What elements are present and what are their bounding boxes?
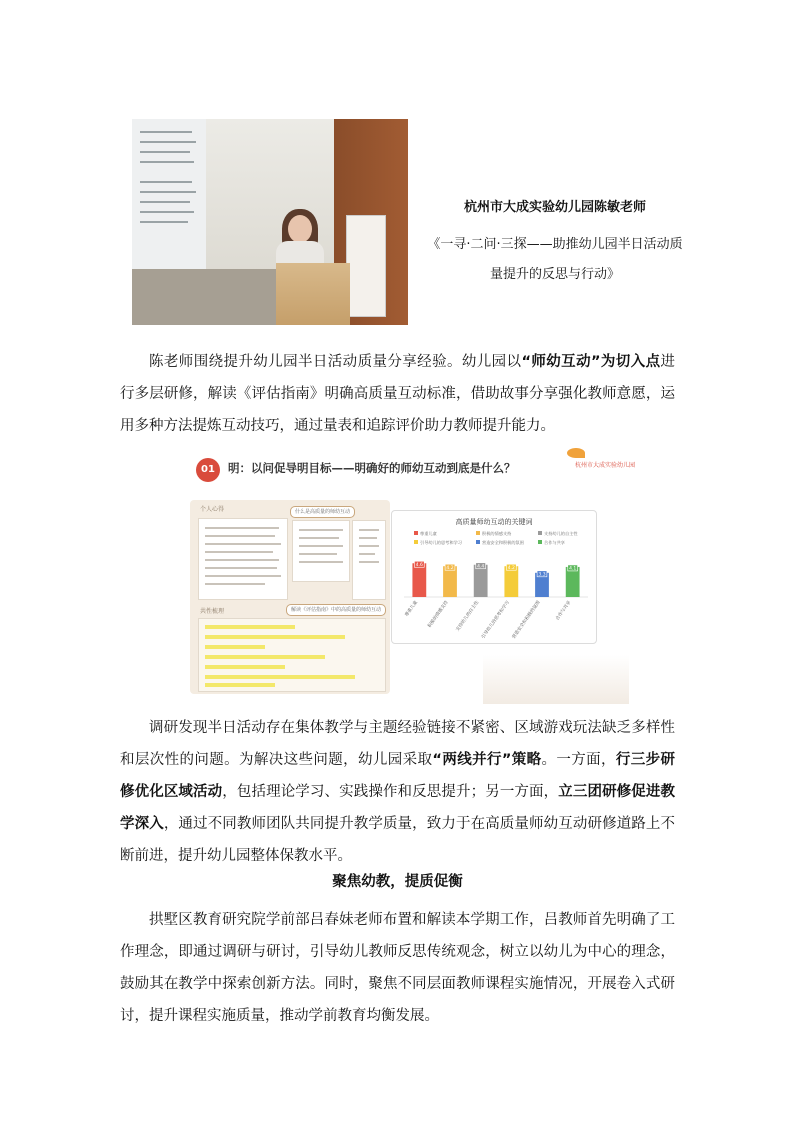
- legend-swatch: [538, 531, 542, 535]
- podium: [276, 263, 350, 325]
- paragraph-2: 调研发现半日活动存在集体教学与主题经验链接不紧密、区域游戏玩法缺乏多样性和层次性的问题。为解决这些问题，幼儿园采取“两线并行”策略。一方面，行三步研修优化区域活动，包括理论学习、实践操作和反思提升；另一方面，立三团研修促进教学深入，通过不同教师团队共同提升教学质量，致力于在高质量师幼互动研修道路上不断前进，提升幼儿园整体保教水平。: [120, 720, 676, 864]
- projector-screen: [132, 119, 206, 269]
- legend-swatch: [476, 531, 480, 535]
- notes-tag-personal: 个人心得: [200, 506, 225, 513]
- x-tick-label: 引导幼儿的思考和学习: [481, 600, 511, 641]
- speaker-photo: [132, 119, 408, 325]
- question-pill: 什么是高质量的师幼互动: [290, 506, 355, 518]
- bar-value-label: 4.1: [569, 566, 577, 572]
- bar: [474, 565, 488, 597]
- bar-value-label: 4.4: [477, 564, 485, 570]
- bar-value-label: 4.2: [446, 565, 454, 571]
- highlight-notes: [198, 618, 386, 692]
- bar: [504, 566, 518, 597]
- poster-banner: [346, 215, 386, 317]
- bar-value-label: 3.3: [538, 572, 546, 578]
- presentation-slide: [183, 440, 636, 704]
- notes-tag-summary: 共性梳理: [200, 608, 225, 615]
- legend-entry: 引导幼儿的思考和学习: [420, 540, 462, 545]
- photo-caption-talk-title: 《一寻·二问·三探——助推幼儿园半日活动质量提升的反思与行动》: [427, 237, 683, 282]
- legend-entry: 尊重儿童: [420, 531, 437, 536]
- bar: [412, 563, 426, 597]
- bird-logo-icon: [567, 448, 585, 458]
- slide-number-badge: 01: [196, 458, 220, 482]
- bar-value-label: 4.2: [507, 565, 515, 571]
- legend-entry: 营造安全和积极的氛围: [482, 540, 524, 545]
- x-tick-label: 尊重儿童: [404, 600, 419, 618]
- slide-title: 明：以问促导明目标——明确好的师幼互动到底是什么？: [228, 461, 516, 475]
- slide-background-decor: [483, 655, 629, 704]
- kindergarten-logo: 杭州市大成实验幼儿园: [567, 448, 625, 470]
- paragraph-3: 拱墅区教育研究院学前部吕春妹老师布置和解读本学期工作，吕教师首先明确了工作理念，即通过调研与研讨，引导幼儿教师反思传统观念，树立以幼儿为中心的理念，鼓励其在教学中探索创新方法。同时，聚焦不同层面教师课程实施情况，开展卷入式研讨，提升课程实施质量，推动学前教育均衡发展。: [120, 912, 675, 1024]
- legend-swatch: [538, 540, 542, 544]
- section-heading: 聚焦幼教，提质促衡: [332, 874, 463, 890]
- legend-entry: 支持幼儿的自主性: [544, 531, 578, 536]
- legend-entry: 积极的情感支持: [482, 531, 512, 536]
- note-card: [292, 520, 350, 582]
- chart-title: 高质量师幼互动的关键词: [455, 518, 533, 526]
- legend-swatch: [414, 531, 418, 535]
- note-card: [198, 518, 288, 600]
- paragraph-1: 陈老师围绕提升幼儿园半日活动质量分享经验。幼儿园以“师幼互动”为切入点进行多层研修，解读《评估指南》明确高质量互动标准，借助故事分享强化教师意愿，运用多种方法提炼互动技巧，通过量表和追踪评价助力教师提升能力。: [120, 354, 675, 434]
- note-card: [352, 520, 386, 600]
- bar-value-label: 4.6: [415, 562, 423, 568]
- x-tick-label: 积极的情感支持: [427, 600, 450, 629]
- legend-swatch: [414, 540, 418, 544]
- guide-pill: 解读《评估指南》中的高质量的师幼互动: [286, 604, 386, 616]
- legend-swatch: [476, 540, 480, 544]
- bar-chart: [392, 511, 596, 643]
- bar: [443, 566, 457, 597]
- keyword-chart-panel: [391, 510, 597, 644]
- slide-notes-panel: [190, 500, 390, 694]
- x-tick-label: 合作与共享: [555, 600, 573, 622]
- photo-caption-speaker: 杭州市大成实验幼儿园陈敏老师: [463, 200, 646, 215]
- legend-entry: 合作与共享: [544, 540, 565, 545]
- x-tick-label: 支持幼儿的自主性: [455, 600, 481, 633]
- x-tick-label: 营造安全和积极的氛围: [511, 600, 542, 641]
